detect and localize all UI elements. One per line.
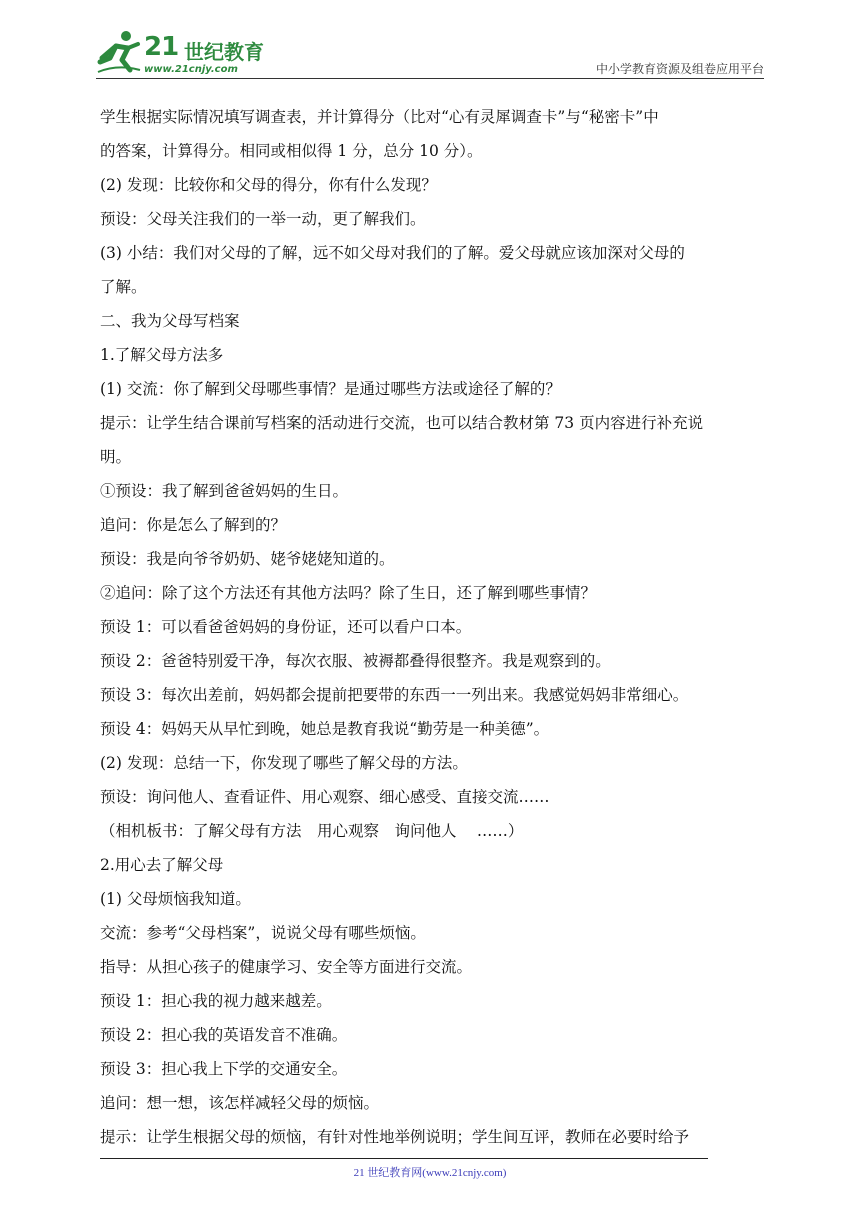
paragraph: 预设 2：爸爸特别爱干净，每次衣服、被褥都叠得很整齐。我是观察到的。 [100, 652, 611, 670]
paragraph: 预设 3：担心我上下学的交通安全。 [100, 1060, 348, 1078]
paragraph: 学生根据实际情况填写调查表，并计算得分（比对“心有灵犀调查卡”与“秘密卡”中 [100, 108, 659, 126]
paragraph: 追问：想一想，该怎样减轻父母的烦恼。 [100, 1094, 380, 1112]
paragraph: 预设：我是向爷爷奶奶、姥爷姥姥知道的。 [100, 550, 395, 568]
paragraph: 了解。 [100, 278, 147, 296]
paragraph: (1) 交流：你了解到父母哪些事情？是通过哪些方法或途径了解的？ [100, 380, 561, 398]
runner-logo-icon [96, 28, 142, 76]
paragraph: (3) 小结：我们对父母的了解，远不如父母对我们的了解。爱父母就应该加深对父母的 [100, 244, 685, 262]
paragraph: 预设：父母关注我们的一举一动，更了解我们。 [100, 210, 426, 228]
footer-divider [100, 1158, 708, 1159]
subsection-heading: 1.了解父母方法多 [100, 346, 224, 364]
page-header [96, 26, 764, 82]
paragraph: 预设 4：妈妈天从早忙到晚，她总是教育我说“勤劳是一种美德”。 [100, 720, 550, 738]
logo-chinese: 世纪教育 [184, 40, 264, 64]
paragraph: (1) 父母烦恼我知道。 [100, 890, 251, 908]
paragraph: 预设 1：可以看爸爸妈妈的身份证，还可以看户口本。 [100, 618, 472, 636]
paragraph: 的答案，计算得分。相同或相似得 1 分，总分 10 分）。 [100, 142, 483, 160]
document-body [100, 100, 764, 1154]
paragraph: (2) 发现：比较你和父母的得分，你有什么发现？ [100, 176, 437, 194]
logo-number: 21 [144, 32, 179, 62]
paragraph: 提示：让学生结合课前写档案的活动进行交流，也可以结合教材第 73 页内容进行补充说 [100, 414, 704, 432]
logo-url: www.21cnjy.com [144, 64, 238, 75]
paragraph: 追问：你是怎么了解到的？ [100, 516, 287, 534]
paragraph: 预设 3：每次出差前，妈妈都会提前把要带的东西一一列出来。我感觉妈妈非常细心。 [100, 686, 689, 704]
footer-link[interactable]: 21 世纪教育网(www.21cnjy.com) [353, 1167, 507, 1179]
site-logo[interactable] [96, 26, 276, 78]
paragraph: 交流：参考“父母档案”，说说父母有哪些烦恼。 [100, 924, 426, 942]
platform-name: 中小学教育资源及组卷应用平台 [595, 62, 764, 76]
paragraph: ②追问：除了这个方法还有其他方法吗？除了生日，还了解到哪些事情？ [100, 584, 597, 602]
section-heading: 二、我为父母写档案 [100, 312, 240, 330]
paragraph: 提示：让学生根据父母的烦恼，有针对性地举例说明；学生间互评，教师在必要时给予 [100, 1128, 690, 1146]
paragraph: ①预设：我了解到爸爸妈妈的生日。 [100, 482, 349, 500]
paragraph: 预设 1：担心我的视力越来越差。 [100, 992, 332, 1010]
paragraph: (2) 发现：总结一下，你发现了哪些了解父母的方法。 [100, 754, 468, 772]
header-divider [96, 78, 764, 79]
paragraph: 预设：询问他人、查看证件、用心观察、细心感受、直接交流…… [100, 788, 550, 806]
subsection-heading: 2.用心去了解父母 [100, 856, 224, 874]
paragraph: 预设 2：担心我的英语发音不准确。 [100, 1026, 348, 1044]
board-note: （相机板书：了解父母有方法 用心观察 询问他人 ……） [100, 822, 524, 840]
paragraph: 明。 [100, 448, 132, 466]
paragraph: 指导：从担心孩子的健康学习、安全等方面进行交流。 [100, 958, 473, 976]
